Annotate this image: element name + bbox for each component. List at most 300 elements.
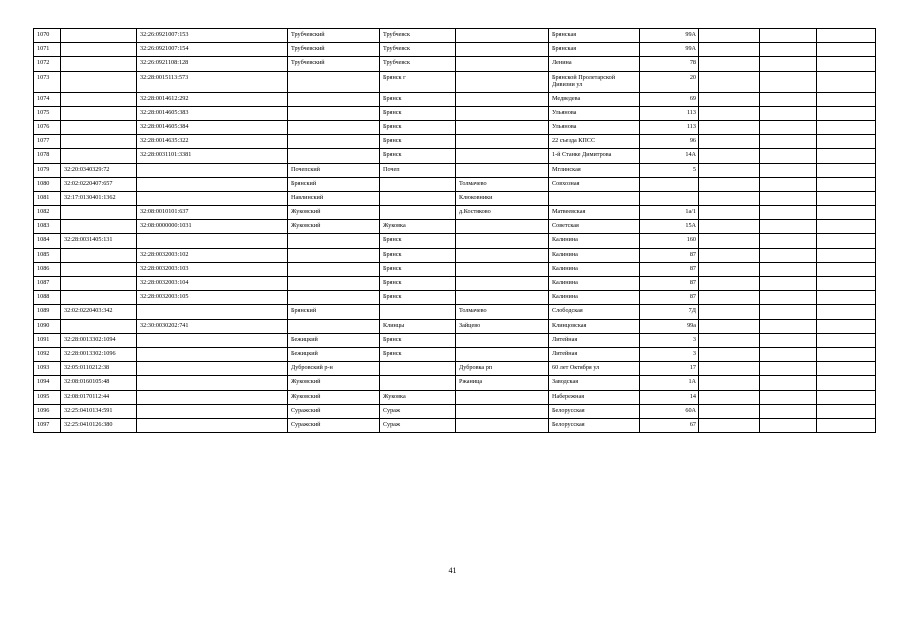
- district-cell: Суражский: [288, 404, 380, 418]
- table-row: [34, 106, 876, 120]
- cadastral-number-alt-cell: 32:28:0014605:384: [137, 120, 288, 134]
- extra-cell-2: [760, 206, 817, 220]
- table-row: [34, 305, 876, 319]
- district-cell: [288, 234, 380, 248]
- street-cell: 1-й Станке Димитрова: [549, 149, 640, 163]
- city-cell: Брянск: [380, 277, 456, 291]
- district-cell: Трубчевский: [288, 29, 380, 43]
- settlement-cell: [456, 149, 549, 163]
- settlement-cell: [456, 43, 549, 57]
- street-cell: Мглинская: [549, 163, 640, 177]
- extra-cell-1: [699, 57, 760, 71]
- table-row: [34, 57, 876, 71]
- row-number-cell: 1088: [34, 291, 61, 305]
- settlement-cell: [456, 248, 549, 262]
- city-cell: Брянск: [380, 149, 456, 163]
- extra-cell-1: [699, 234, 760, 248]
- extra-cell-2: [760, 333, 817, 347]
- extra-cell-2: [760, 362, 817, 376]
- settlement-cell: [456, 57, 549, 71]
- cadastral-number-alt-cell: 32:08:0010101:637: [137, 206, 288, 220]
- house-number-cell: 78: [640, 57, 699, 71]
- street-cell: Литейная: [549, 333, 640, 347]
- city-cell: Брянск: [380, 120, 456, 134]
- table-row: [34, 191, 876, 205]
- district-cell: Жуковский: [288, 376, 380, 390]
- district-cell: Дубровский р-н: [288, 362, 380, 376]
- extra-cell-1: [699, 206, 760, 220]
- row-number-cell: 1081: [34, 191, 61, 205]
- city-cell: Жуковка: [380, 390, 456, 404]
- row-number-cell: 1083: [34, 220, 61, 234]
- cadastral-number-alt-cell: 32:28:0014635:322: [137, 135, 288, 149]
- row-number-cell: 1070: [34, 29, 61, 43]
- settlement-cell: [456, 92, 549, 106]
- city-cell: Брянск г: [380, 71, 456, 92]
- row-number-cell: 1090: [34, 319, 61, 333]
- extra-cell-3: [817, 29, 876, 43]
- row-number-cell: 1094: [34, 376, 61, 390]
- city-cell: Сураж: [380, 404, 456, 418]
- city-cell: Клинцы: [380, 319, 456, 333]
- house-number-cell: 1А: [640, 376, 699, 390]
- cadastral-number-cell: 32:28:0013302:1096: [61, 347, 137, 361]
- house-number-cell: 67: [640, 418, 699, 432]
- table-row: [34, 418, 876, 432]
- extra-cell-1: [699, 362, 760, 376]
- settlement-cell: [456, 404, 549, 418]
- cadastral-number-cell: [61, 319, 137, 333]
- settlement-cell: [456, 262, 549, 276]
- table-body: [34, 29, 876, 433]
- extra-cell-2: [760, 163, 817, 177]
- cadastral-number-alt-cell: 32:08:0000000:1031: [137, 220, 288, 234]
- extra-cell-1: [699, 92, 760, 106]
- extra-cell-2: [760, 43, 817, 57]
- extra-cell-3: [817, 206, 876, 220]
- district-cell: [288, 92, 380, 106]
- settlement-cell: [456, 135, 549, 149]
- district-cell: Жуковский: [288, 390, 380, 404]
- house-number-cell: 3: [640, 347, 699, 361]
- house-number-cell: 87: [640, 291, 699, 305]
- extra-cell-1: [699, 106, 760, 120]
- table-row: [34, 291, 876, 305]
- extra-cell-1: [699, 333, 760, 347]
- house-number-cell: 160: [640, 234, 699, 248]
- district-cell: Жуковский: [288, 220, 380, 234]
- settlement-cell: [456, 333, 549, 347]
- house-number-cell: [640, 177, 699, 191]
- extra-cell-1: [699, 71, 760, 92]
- extra-cell-3: [817, 191, 876, 205]
- extra-cell-2: [760, 404, 817, 418]
- extra-cell-1: [699, 220, 760, 234]
- city-cell: Сураж: [380, 418, 456, 432]
- cadastral-number-alt-cell: [137, 362, 288, 376]
- extra-cell-1: [699, 135, 760, 149]
- row-number-cell: 1085: [34, 248, 61, 262]
- cadastral-number-alt-cell: [137, 418, 288, 432]
- city-cell: Брянск: [380, 106, 456, 120]
- extra-cell-3: [817, 163, 876, 177]
- district-cell: Брянский: [288, 305, 380, 319]
- table-row: [34, 248, 876, 262]
- table-row: [34, 120, 876, 134]
- house-number-cell: 60А: [640, 404, 699, 418]
- extra-cell-3: [817, 43, 876, 57]
- cadastral-number-cell: 32:28:0031405:131: [61, 234, 137, 248]
- house-number-cell: 113: [640, 120, 699, 134]
- extra-cell-1: [699, 262, 760, 276]
- cadastral-number-cell: 32:28:0013302:1094: [61, 333, 137, 347]
- row-number-cell: 1071: [34, 43, 61, 57]
- cadastral-number-cell: [61, 149, 137, 163]
- cadastral-number-alt-cell: 32:28:0032003:102: [137, 248, 288, 262]
- table-row: [34, 277, 876, 291]
- extra-cell-2: [760, 106, 817, 120]
- district-cell: Навлинский: [288, 191, 380, 205]
- cadastral-number-cell: [61, 262, 137, 276]
- table-row: [34, 163, 876, 177]
- table-row: [34, 92, 876, 106]
- table-row: [34, 319, 876, 333]
- table-row: [34, 390, 876, 404]
- extra-cell-3: [817, 333, 876, 347]
- house-number-cell: 15А: [640, 220, 699, 234]
- street-cell: 22 съезда КПСС: [549, 135, 640, 149]
- cadastral-number-cell: 32:25:0410126:380: [61, 418, 137, 432]
- settlement-cell: [456, 220, 549, 234]
- district-cell: [288, 262, 380, 276]
- extra-cell-2: [760, 347, 817, 361]
- extra-cell-2: [760, 277, 817, 291]
- street-cell: Набережная: [549, 390, 640, 404]
- extra-cell-2: [760, 177, 817, 191]
- house-number-cell: 69: [640, 92, 699, 106]
- cadastral-number-cell: [61, 291, 137, 305]
- table-row: [34, 362, 876, 376]
- street-cell: Слободская: [549, 305, 640, 319]
- city-cell: Брянск: [380, 234, 456, 248]
- cadastral-number-alt-cell: [137, 347, 288, 361]
- extra-cell-2: [760, 248, 817, 262]
- city-cell: Брянск: [380, 262, 456, 276]
- table-row: [34, 376, 876, 390]
- street-cell: Литейная: [549, 347, 640, 361]
- street-cell: Калинина: [549, 291, 640, 305]
- street-cell: Заводская: [549, 376, 640, 390]
- extra-cell-1: [699, 149, 760, 163]
- cadastral-number-alt-cell: [137, 177, 288, 191]
- extra-cell-3: [817, 404, 876, 418]
- extra-cell-3: [817, 120, 876, 134]
- cadastral-number-cell: [61, 277, 137, 291]
- row-number-cell: 1073: [34, 71, 61, 92]
- house-number-cell: 87: [640, 277, 699, 291]
- settlement-cell: д.Костяково: [456, 206, 549, 220]
- street-cell: Белорусская: [549, 418, 640, 432]
- house-number-cell: 17: [640, 362, 699, 376]
- row-number-cell: 1076: [34, 120, 61, 134]
- street-cell: Калинина: [549, 277, 640, 291]
- city-cell: Брянск: [380, 92, 456, 106]
- cadastral-number-alt-cell: 32:30:0030202:741: [137, 319, 288, 333]
- row-number-cell: 1075: [34, 106, 61, 120]
- city-cell: Жуковка: [380, 220, 456, 234]
- district-cell: [288, 277, 380, 291]
- registry-table: [33, 28, 876, 433]
- city-cell: [380, 177, 456, 191]
- cadastral-number-alt-cell: 32:26:0921007:153: [137, 29, 288, 43]
- row-number-cell: 1093: [34, 362, 61, 376]
- cadastral-number-cell: 32:08:0170112:44: [61, 390, 137, 404]
- extra-cell-1: [699, 404, 760, 418]
- cadastral-number-cell: [61, 29, 137, 43]
- cadastral-number-alt-cell: [137, 333, 288, 347]
- house-number-cell: 3: [640, 333, 699, 347]
- city-cell: Брянск: [380, 135, 456, 149]
- house-number-cell: 113: [640, 106, 699, 120]
- cadastral-number-cell: [61, 92, 137, 106]
- extra-cell-3: [817, 135, 876, 149]
- extra-cell-2: [760, 319, 817, 333]
- settlement-cell: [456, 234, 549, 248]
- settlement-cell: [456, 120, 549, 134]
- cadastral-number-cell: 32:02:0220407:657: [61, 177, 137, 191]
- settlement-cell: [456, 291, 549, 305]
- house-number-cell: 87: [640, 248, 699, 262]
- table-row: [34, 177, 876, 191]
- settlement-cell: [456, 390, 549, 404]
- table-row: [34, 404, 876, 418]
- house-number-cell: 99А: [640, 43, 699, 57]
- house-number-cell: 96: [640, 135, 699, 149]
- city-cell: Брянск: [380, 333, 456, 347]
- extra-cell-1: [699, 29, 760, 43]
- street-cell: Ульянова: [549, 106, 640, 120]
- settlement-cell: Дубровка рп: [456, 362, 549, 376]
- cadastral-number-cell: 32:17:0130401:1362: [61, 191, 137, 205]
- settlement-cell: [456, 106, 549, 120]
- extra-cell-1: [699, 43, 760, 57]
- city-cell: Трубчевск: [380, 29, 456, 43]
- settlement-cell: Ржаница: [456, 376, 549, 390]
- district-cell: [288, 106, 380, 120]
- cadastral-number-cell: 32:25:0410134:591: [61, 404, 137, 418]
- extra-cell-2: [760, 57, 817, 71]
- extra-cell-3: [817, 57, 876, 71]
- district-cell: [288, 71, 380, 92]
- cadastral-number-cell: 32:02:0220403:342: [61, 305, 137, 319]
- settlement-cell: [456, 418, 549, 432]
- district-cell: [288, 248, 380, 262]
- table-row: [34, 220, 876, 234]
- settlement-cell: Толмачево: [456, 177, 549, 191]
- cadastral-number-cell: [61, 71, 137, 92]
- district-cell: [288, 291, 380, 305]
- extra-cell-2: [760, 92, 817, 106]
- city-cell: [380, 376, 456, 390]
- street-cell: Брянская: [549, 29, 640, 43]
- table-row: [34, 333, 876, 347]
- settlement-cell: Толмачево: [456, 305, 549, 319]
- table-row: [34, 234, 876, 248]
- row-number-cell: 1086: [34, 262, 61, 276]
- row-number-cell: 1097: [34, 418, 61, 432]
- district-cell: Бежицкий: [288, 347, 380, 361]
- house-number-cell: 7Д: [640, 305, 699, 319]
- cadastral-number-alt-cell: [137, 376, 288, 390]
- extra-cell-1: [699, 390, 760, 404]
- extra-cell-3: [817, 248, 876, 262]
- city-cell: [380, 305, 456, 319]
- extra-cell-3: [817, 390, 876, 404]
- row-number-cell: 1089: [34, 305, 61, 319]
- cadastral-number-alt-cell: 32:26:0921108:128: [137, 57, 288, 71]
- row-number-cell: 1074: [34, 92, 61, 106]
- settlement-cell: [456, 277, 549, 291]
- city-cell: Брянск: [380, 347, 456, 361]
- extra-cell-3: [817, 305, 876, 319]
- row-number-cell: 1082: [34, 206, 61, 220]
- table-row: [34, 262, 876, 276]
- extra-cell-3: [817, 234, 876, 248]
- cadastral-number-alt-cell: [137, 234, 288, 248]
- extra-cell-3: [817, 418, 876, 432]
- cadastral-number-cell: [61, 43, 137, 57]
- city-cell: Брянск: [380, 291, 456, 305]
- row-number-cell: 1080: [34, 177, 61, 191]
- cadastral-number-alt-cell: 32:28:0032003:105: [137, 291, 288, 305]
- extra-cell-3: [817, 149, 876, 163]
- table-row: [34, 347, 876, 361]
- extra-cell-2: [760, 135, 817, 149]
- table-row: [34, 149, 876, 163]
- cadastral-number-alt-cell: 32:28:0014605:383: [137, 106, 288, 120]
- extra-cell-3: [817, 319, 876, 333]
- cadastral-number-cell: [61, 135, 137, 149]
- city-cell: [380, 206, 456, 220]
- district-cell: [288, 319, 380, 333]
- cadastral-number-cell: [61, 206, 137, 220]
- street-cell: Калинина: [549, 262, 640, 276]
- extra-cell-2: [760, 191, 817, 205]
- extra-cell-1: [699, 120, 760, 134]
- cadastral-number-alt-cell: [137, 390, 288, 404]
- extra-cell-1: [699, 277, 760, 291]
- house-number-cell: 99а: [640, 319, 699, 333]
- extra-cell-1: [699, 319, 760, 333]
- extra-cell-2: [760, 220, 817, 234]
- house-number-cell: 1а/1: [640, 206, 699, 220]
- city-cell: Трубчевск: [380, 43, 456, 57]
- district-cell: Почепский: [288, 163, 380, 177]
- extra-cell-2: [760, 376, 817, 390]
- house-number-cell: 20: [640, 71, 699, 92]
- cadastral-number-cell: 32:20:0340329:72: [61, 163, 137, 177]
- table-row: [34, 43, 876, 57]
- street-cell: Калинина: [549, 234, 640, 248]
- district-cell: Суражский: [288, 418, 380, 432]
- street-cell: Белорусская: [549, 404, 640, 418]
- row-number-cell: 1092: [34, 347, 61, 361]
- extra-cell-3: [817, 277, 876, 291]
- city-cell: [380, 362, 456, 376]
- street-cell: Матвеевская: [549, 206, 640, 220]
- extra-cell-3: [817, 220, 876, 234]
- house-number-cell: 5: [640, 163, 699, 177]
- cadastral-number-cell: [61, 106, 137, 120]
- extra-cell-1: [699, 291, 760, 305]
- extra-cell-2: [760, 418, 817, 432]
- house-number-cell: 99А: [640, 29, 699, 43]
- street-cell: Советская: [549, 220, 640, 234]
- cadastral-number-alt-cell: [137, 404, 288, 418]
- street-cell: 60 лет Октября ул: [549, 362, 640, 376]
- cadastral-number-alt-cell: 32:28:0032003:103: [137, 262, 288, 276]
- district-cell: Трубчевский: [288, 43, 380, 57]
- extra-cell-3: [817, 106, 876, 120]
- extra-cell-1: [699, 191, 760, 205]
- row-number-cell: 1087: [34, 277, 61, 291]
- street-cell: [549, 191, 640, 205]
- district-cell: Брянский: [288, 177, 380, 191]
- extra-cell-1: [699, 305, 760, 319]
- house-number-cell: [640, 191, 699, 205]
- row-number-cell: 1095: [34, 390, 61, 404]
- cadastral-number-alt-cell: 32:28:0032003:104: [137, 277, 288, 291]
- cadastral-number-alt-cell: [137, 191, 288, 205]
- cadastral-number-cell: [61, 120, 137, 134]
- cadastral-number-alt-cell: 32:28:0015113:573: [137, 71, 288, 92]
- street-cell: Брянская: [549, 43, 640, 57]
- extra-cell-1: [699, 177, 760, 191]
- extra-cell-1: [699, 248, 760, 262]
- cadastral-number-cell: [61, 220, 137, 234]
- extra-cell-2: [760, 390, 817, 404]
- table-row: [34, 29, 876, 43]
- street-cell: Ульянова: [549, 120, 640, 134]
- city-cell: Трубчевск: [380, 57, 456, 71]
- district-cell: Трубчевский: [288, 57, 380, 71]
- cadastral-number-cell: 32:05:0110212:38: [61, 362, 137, 376]
- row-number-cell: 1078: [34, 149, 61, 163]
- cadastral-number-alt-cell: 32:28:0014612:292: [137, 92, 288, 106]
- extra-cell-2: [760, 120, 817, 134]
- extra-cell-2: [760, 234, 817, 248]
- street-cell: Клинцовская: [549, 319, 640, 333]
- table-row: [34, 206, 876, 220]
- cadastral-number-cell: [61, 57, 137, 71]
- extra-cell-3: [817, 177, 876, 191]
- street-cell: Калинина: [549, 248, 640, 262]
- extra-cell-3: [817, 362, 876, 376]
- settlement-cell: [456, 29, 549, 43]
- house-number-cell: 87: [640, 262, 699, 276]
- extra-cell-3: [817, 71, 876, 92]
- extra-cell-2: [760, 149, 817, 163]
- settlement-cell: Зайцево: [456, 319, 549, 333]
- street-cell: Ленина: [549, 57, 640, 71]
- extra-cell-1: [699, 347, 760, 361]
- row-number-cell: 1084: [34, 234, 61, 248]
- extra-cell-3: [817, 262, 876, 276]
- house-number-cell: 14: [640, 390, 699, 404]
- settlement-cell: [456, 71, 549, 92]
- house-number-cell: 14А: [640, 149, 699, 163]
- extra-cell-2: [760, 291, 817, 305]
